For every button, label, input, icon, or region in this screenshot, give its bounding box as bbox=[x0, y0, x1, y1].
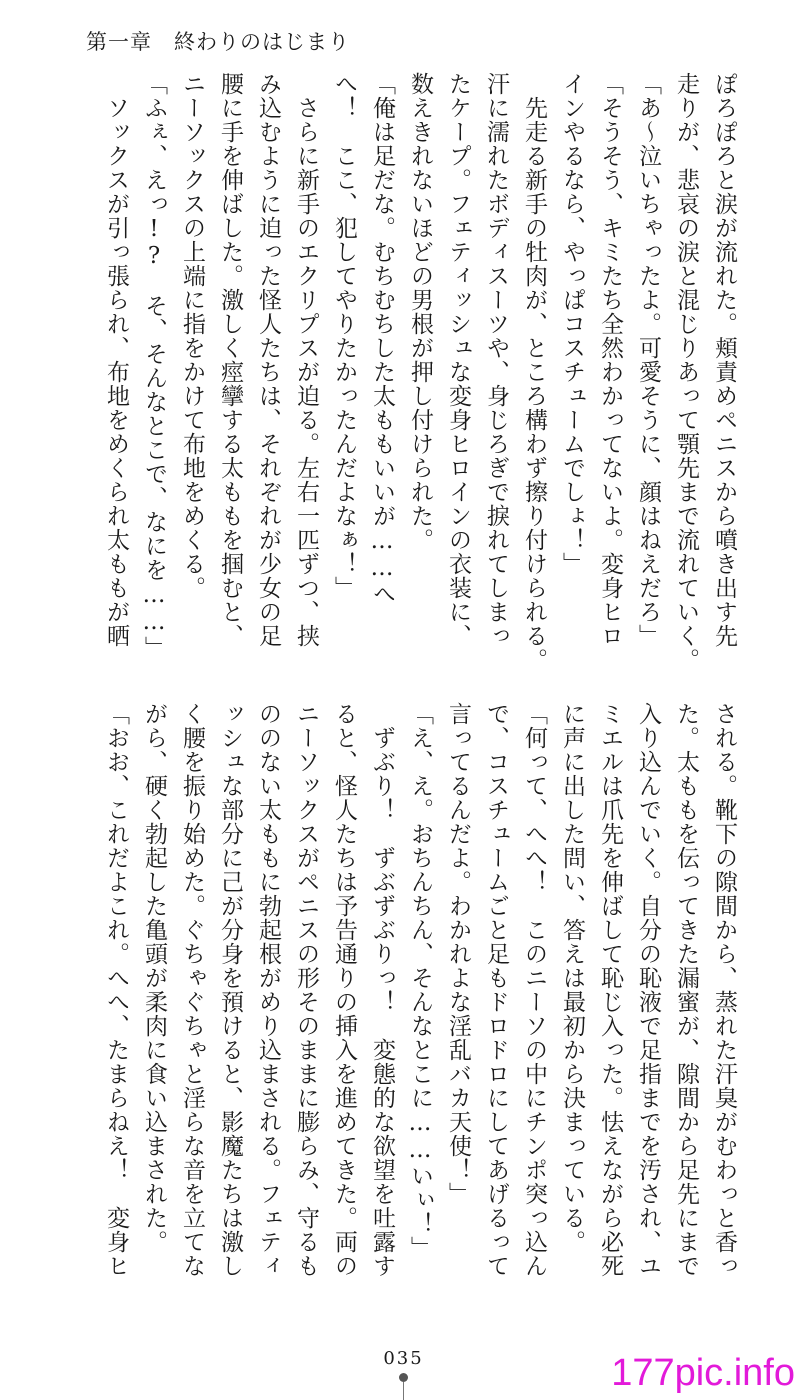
text-column: ソックスが引っ張られ、布地をめくられ太ももが晒 bbox=[103, 72, 129, 648]
text-column: 「え、え。おちんちん、そんなとこに……いぃ！」 bbox=[407, 702, 433, 1260]
text-column: 腰に手を伸ばした。激しく痙攣する太ももを掴むと、 bbox=[217, 72, 243, 648]
page-marker-dot bbox=[399, 1373, 408, 1382]
text-column: がら、硬く勃起した亀頭が柔肉に食い込まされた。 bbox=[141, 702, 167, 1254]
text-column: ニーソックスがペニスの形そのままに膨らみ、守るも bbox=[293, 702, 319, 1278]
text-column: 走りが、悲哀の涙と混じりあって顎先まで流れていく。 bbox=[673, 72, 699, 672]
text-column: み込むように迫った怪人たちは、それぞれが少女の足 bbox=[255, 72, 281, 648]
text-column: に声に出した問い、答えは最初から決まっている。 bbox=[559, 702, 585, 1254]
text-column: インやるなら、やっぱコスチュームでしょ！」 bbox=[559, 72, 585, 576]
text-column: ると、怪人たちは予告通りの挿入を進めてきた。両の bbox=[331, 702, 357, 1278]
bottom-text-block bbox=[97, 702, 743, 1314]
text-column: 「おお、これだよこれ。へへ、たまらねえ！ 変身ヒ bbox=[103, 702, 129, 1278]
top-text-block bbox=[97, 72, 743, 672]
text-column: 「俺は足だな。むちむちした太ももいいが……へ bbox=[369, 72, 395, 606]
text-column: ニーソックスの上端に指をかけて布地をめくる。 bbox=[179, 72, 205, 600]
text-column: される。靴下の隙間から、蒸れた汗臭がむわっと香っ bbox=[711, 702, 737, 1278]
text-column: 数えきれないほどの男根が押し付けられた。 bbox=[407, 72, 433, 552]
text-column: さらに新手のエクリプスが迫る。左右一匹ずつ、挟 bbox=[293, 72, 319, 648]
text-column: ぽろぽろと涙が流れた。頬責めペニスから噴き出す先 bbox=[711, 72, 737, 648]
text-column: たケープ。フェティッシュな変身ヒロインの衣装に、 bbox=[445, 72, 471, 648]
text-column: 「何って、へへ！ このニーソの中にチンポ突っ込ん bbox=[521, 702, 547, 1278]
text-column: 「あ～泣いちゃったよ。可愛そうに、顔はねえだろ」 bbox=[635, 72, 661, 648]
text-column: ののない太ももに勃起根がめり込まされる。フェティ bbox=[255, 702, 281, 1278]
text-column: ッシュな部分に己が分身を預けると、影魔たちは激し bbox=[217, 702, 243, 1278]
page-marker-line bbox=[403, 1382, 404, 1400]
text-column: 「ふぇ、えっ!? そ、そんなとこで、なにを……」 bbox=[141, 72, 167, 660]
text-column: ミエルは爪先を伸ばして恥じ入った。怯えながら必死 bbox=[597, 702, 623, 1278]
page-number: 035 bbox=[383, 1348, 424, 1369]
text-column: た。太ももを伝ってきた漏蜜が、隙間から足先にまで bbox=[673, 702, 699, 1278]
text-column: く腰を振り始めた。ぐちゃぐちゃと淫らな音を立てな bbox=[179, 702, 205, 1278]
text-column: へ！ ここ、犯してやりたかったんだよなぁ！」 bbox=[331, 72, 357, 600]
chapter-header: 第一章 終わりのはじまり bbox=[86, 30, 350, 54]
text-column: 言ってるんだよ。わかれよな淫乱バカ天使！」 bbox=[445, 702, 471, 1206]
text-column: 汗に濡れたボディスーツや、身じろぎで捩れてしまっ bbox=[483, 72, 509, 648]
text-column: 入り込んでいく。自分の恥液で足指までを汚され、ユ bbox=[635, 702, 661, 1278]
text-column: で、コスチュームごと足もドロドロにしてあげるって bbox=[483, 702, 509, 1278]
text-column: 「そうそう、キミたち全然わかってないよ。変身ヒロ bbox=[597, 72, 623, 648]
watermark: 177pic.info bbox=[611, 1352, 795, 1394]
text-column: 先走る新手の牡肉が、ところ構わず擦り付けられる。 bbox=[521, 72, 547, 672]
text-column: ずぶり！ ずぶずぶりっ！ 変態的な欲望を吐露す bbox=[369, 702, 395, 1278]
